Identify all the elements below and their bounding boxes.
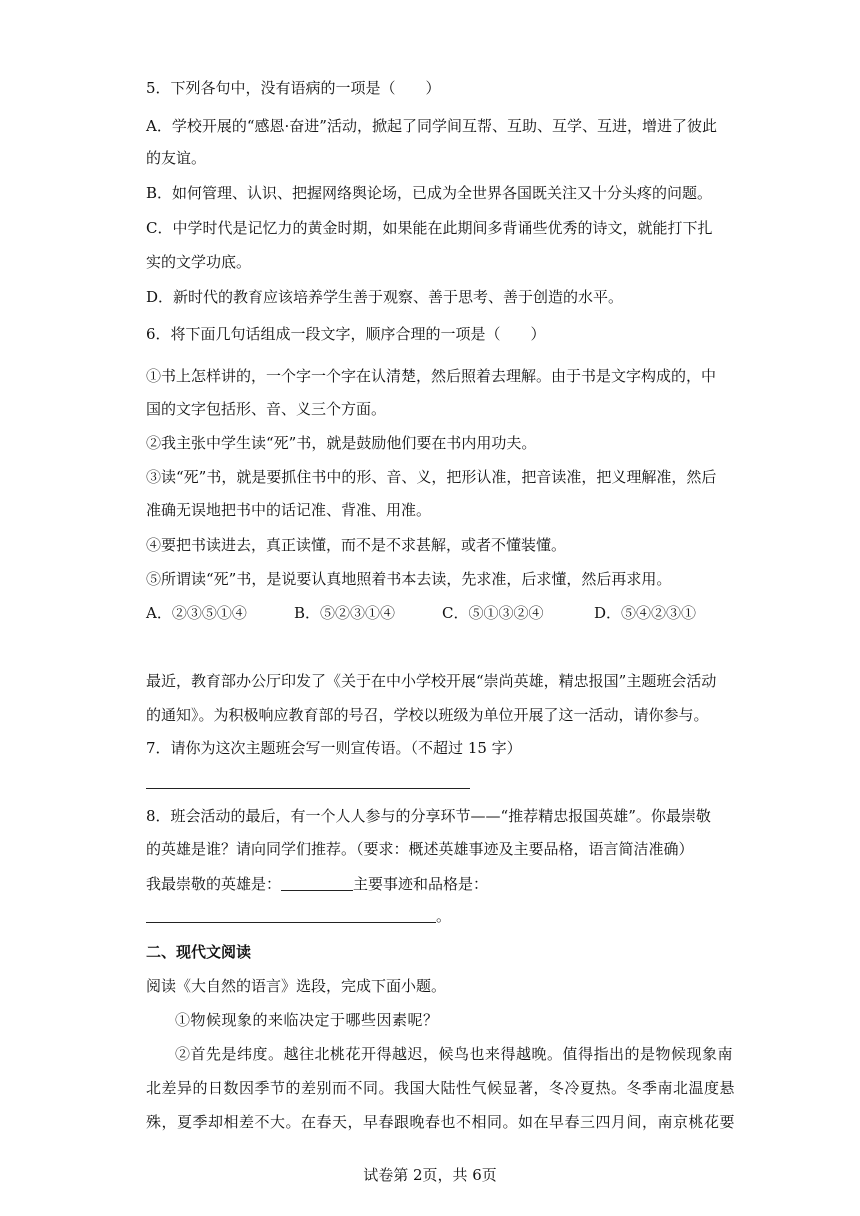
q6-sentence-4: ④要把书读进去，真正读懂，而不是不求甚解，或者不懂装懂。 <box>146 536 567 554</box>
q7-answer-line <box>146 788 470 789</box>
q6-option-a: A．②③⑤①④ <box>146 604 247 622</box>
q6-sentence-3: ③读“死”书，就是要抓住书中的形、音、义，把形认准，把音读准，把义理解准，然后 <box>146 468 717 486</box>
intro-line-1: 最近，教育部办公厅印发了《关于在中小学校开展“崇尚英雄，精忠报国”主题班会活动 <box>146 672 717 690</box>
intro-line-2: 的通知》。为积极响应教育部的号召，学校以班级为单位开展了这一活动，请你参与。 <box>146 706 709 724</box>
q8-deeds-blank <box>146 908 436 923</box>
q5-option-c-cont: 实的文学功底。 <box>146 253 252 271</box>
q8-deeds-label: 主要事迹和品格是： <box>353 875 489 893</box>
passage-para-1: ①物候现象的来临决定于哪些因素呢？ <box>175 1011 439 1029</box>
q6-stem: 6．将下面几句话组成一段文字，顺序合理的一项是（ ） <box>146 325 546 343</box>
q6-sentence-5: ⑤所谓读“死”书，是说要认真地照着书本去读，先求准，后求懂，然后再求用。 <box>146 570 672 588</box>
q6-sentence-1-cont: 国的文字包括形、音、义三个方面。 <box>146 400 387 418</box>
q8-line-2: 的英雄是谁？请向同学们推荐。（要求：概述英雄事迹及主要品格，语言简洁准确） <box>146 840 694 858</box>
q5-option-a: A．学校开展的“感恩·奋进”活动，掀起了同学间互帮、互助、互学、互进，增进了彼此 <box>146 117 717 135</box>
q6-options <box>146 603 696 623</box>
section-heading: 二、现代文阅读 <box>146 943 252 961</box>
q8-line-3 <box>146 874 488 894</box>
q5-option-a-cont: 的友谊。 <box>146 149 207 167</box>
q5-option-d: D．新时代的教育应该培养学生善于观察、善于思考、善于创造的水平。 <box>146 288 624 306</box>
q7-stem: 7．请你为这次主题班会写一则宣传语。（不超过 15 字） <box>146 739 522 757</box>
q8-hero-label: 我最崇敬的英雄是： <box>146 875 282 893</box>
q6-sentence-1: ①书上怎样讲的，一个字一个字在认清楚，然后照着去理解。由于书是文字构成的，中 <box>146 367 717 385</box>
q6-sentence-2: ②我主张中学生读“死”书，就是鼓励他们要在书内用功夫。 <box>146 434 537 452</box>
q5-stem: 5．下列各句中，没有语病的一项是（ ） <box>146 79 441 97</box>
q6-sentence-3-cont: 准确无误地把书中的话记准、背准、用准。 <box>146 501 432 519</box>
q6-option-c: C．⑤①③②④ <box>442 604 544 622</box>
q8-end-punct: 。 <box>436 907 452 925</box>
q5-option-c: C．中学时代是记忆力的黄金时期，如果能在此期间多背诵些优秀的诗文，就能打下扎 <box>146 219 713 237</box>
passage-para-2-line-1: ②首先是纬度。越往北桃花开得越迟，候鸟也来得越晚。值得指出的是物候现象南 <box>175 1045 734 1063</box>
q5-option-b: B．如何管理、认识、把握网络舆论场，已成为全世界各国既关注又十分头疼的问题。 <box>146 184 713 202</box>
section-intro: 阅读《大自然的语言》选段，完成下面小题。 <box>146 977 447 995</box>
q8-hero-blank <box>281 876 353 891</box>
passage-para-2-line-2: 北差异的日数因季节的差别而不同。我国大陆性气候显著，冬冷夏热。冬季南北温度悬 <box>146 1079 736 1097</box>
q8-line-4 <box>146 906 451 926</box>
passage-para-2-line-3: 殊，夏季却相差不大。在春天，早春跟晚春也不相同。如在早春三四月间，南京桃花要 <box>146 1113 736 1131</box>
q8-line-1: 8．班会活动的最后，有一个人人参与的分享环节——“推荐精忠报国英雄”。你最崇敬 <box>146 807 711 825</box>
q6-option-b: B．⑤②③①④ <box>294 604 396 622</box>
page-footer: 试卷第 2页，共 6页 <box>363 1166 497 1184</box>
q6-option-d: D．⑤④②③① <box>594 604 697 622</box>
